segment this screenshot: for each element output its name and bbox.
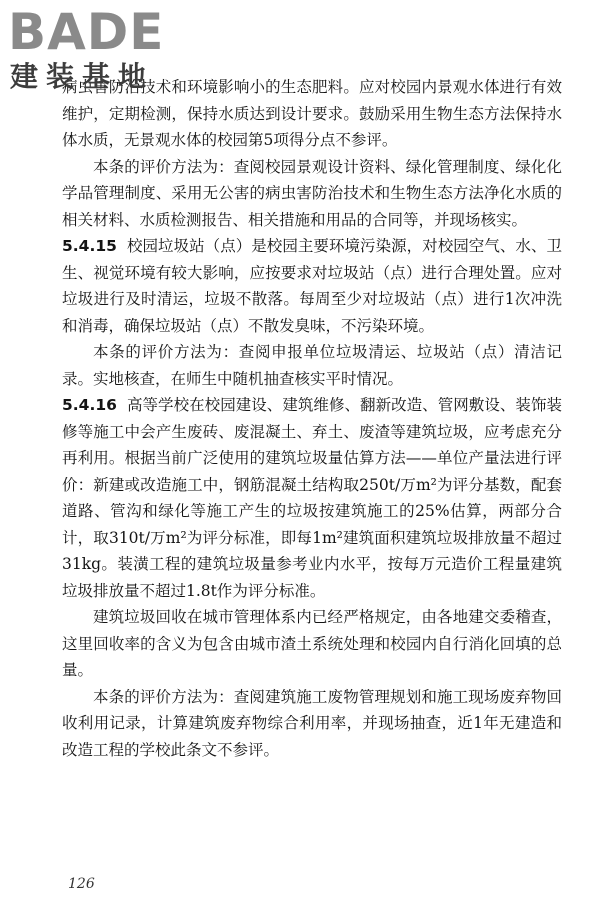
- bade-logo: [8, 4, 188, 96]
- clause-text: 校园垃圾站（点）是校园主要环境污染源，对校园空气、水、卫生、视觉环境有较大影响，应按要求对垃圾站（点）进行合理处置。应对垃圾进行及时清运，垃圾不散落。每周至少对垃圾站（点）进行1次冲洗和消毒，确保垃圾站（点）不散发臭味，不污染环境。: [62, 237, 562, 335]
- clause-text: 高等学校在校园建设、建筑维修、翻新改造、管网敷设、装饰装修等施工中会产生废砖、废混凝土、弃土、废渣等建筑垃圾，应考虑充分再利用。根据当前广泛使用的建筑垃圾量估算方法——单位产量法进行评价：新建或改造施工中，钢筋混凝土结构取250t/万m²为评分基数，配套道路、管沟和绿化等施工产生的垃圾按建筑施工的25%估算，两部分合计，取310t/万m²为评分标准，即每1m²建筑面积建筑垃圾排放量不超过31kg。装潢工程的建筑垃圾量参考业内水平，按每万元造价工程量建筑垃圾排放量不超过1.8t作为评分标准。: [62, 396, 562, 600]
- paragraph-continued: 病虫害防治技术和环境影响小的生态肥料。应对校园内景观水体进行有效维护，定期检测，保持水质达到设计要求。鼓励采用生物生态方法保持水体水质，无景观水体的校园第5项得分点不参评。: [62, 78, 562, 149]
- page-body: [62, 74, 562, 763]
- clause-5-4-16: [62, 392, 562, 604]
- logo-wordmark: BADE: [8, 3, 165, 61]
- paragraph-evaluation-method: 本条的评价方法为：查阅建筑施工废物管理规划和施工现场废弃物回收利用记录，计算建筑废弃物综合利用率，并现场抽查，近1年无建造和改造工程的学校此条文不参评。: [62, 687, 562, 759]
- paragraph-evaluation-method: 本条的评价方法为：查阅申报单位垃圾清运、垃圾站（点）清洁记录。实地核查，在师生中随机抽查核实平时情况。: [62, 343, 562, 388]
- paragraph-evaluation-method: 本条的评价方法为：查阅校园景观设计资料、绿化管理制度、绿化化学品管理制度、采用无公害的病虫害防治技术和生物生态方法净化水质的相关材料、水质检测报告、相关措施和用品的合同等，并现场核实。: [62, 157, 562, 229]
- logo-subtitle: 建装基地: [10, 60, 155, 93]
- paragraph-recycling-note: 建筑垃圾回收在城市管理体系内已经严格规定，由各地建交委稽查，这里回收率的含义为包含由城市渣土系统处理和校园内自行消化回填的总量。: [62, 608, 562, 679]
- page-number: 126: [68, 876, 95, 892]
- clause-number: 5.4.15: [62, 237, 117, 255]
- clause-number: 5.4.16: [62, 396, 117, 414]
- clause-5-4-15: [62, 233, 562, 339]
